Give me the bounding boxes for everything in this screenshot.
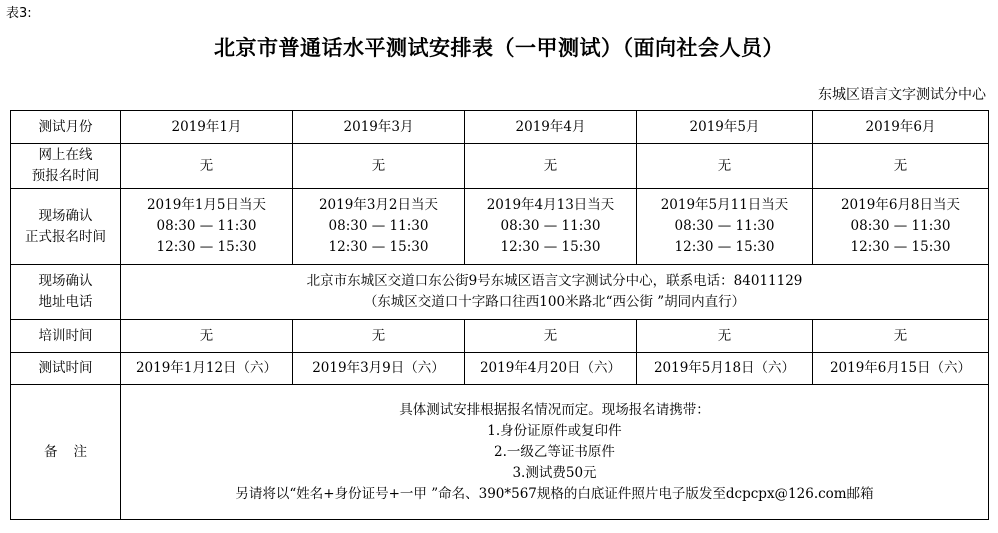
afternoon-time: 12:30 — 15:30 <box>850 239 951 255</box>
address-directions: （东城区交道口十字路口往西100米路北“西公街 ”胡同内直行） <box>363 294 746 310</box>
training-cell: 无 <box>637 320 813 353</box>
training-cell: 无 <box>813 320 989 353</box>
test-date-header: 测试时间 <box>11 353 121 385</box>
afternoon-time: 12:30 — 15:30 <box>328 239 429 255</box>
registration-date: 2019年4月13日当天 <box>486 197 615 213</box>
schedule-table <box>10 110 989 520</box>
onsite-registration-row <box>11 189 989 265</box>
online-registration-cell: 无 <box>465 144 637 189</box>
registration-date: 2019年6月8日当天 <box>840 197 961 213</box>
online-registration-cell: 无 <box>813 144 989 189</box>
training-header: 培训时间 <box>11 320 121 353</box>
afternoon-time: 12:30 — 15:30 <box>156 239 257 255</box>
online-registration-cell: 无 <box>121 144 293 189</box>
header-line: 现场确认 <box>38 207 93 224</box>
morning-time: 08:30 — 11:30 <box>328 218 429 234</box>
online-registration-cell: 无 <box>293 144 465 189</box>
morning-time: 08:30 — 11:30 <box>500 218 601 234</box>
test-date-cell: 2019年1月12日（六） <box>121 353 293 385</box>
remark-line: 具体测试安排根据报名情况而定。现场报名请携带： <box>399 401 710 418</box>
online-registration-cell: 无 <box>637 144 813 189</box>
month-row <box>11 111 989 144</box>
onsite-registration-cell <box>813 189 989 265</box>
registration-date: 2019年5月11日当天 <box>660 197 789 213</box>
remarks-label: 备注 <box>44 443 103 460</box>
table-label: 表3: <box>6 6 32 21</box>
onsite-registration-cell <box>465 189 637 265</box>
month-cell: 2019年6月 <box>813 111 989 144</box>
remark-line: 2.一级乙等证书原件 <box>494 443 615 460</box>
training-cell: 无 <box>465 320 637 353</box>
address-header <box>11 265 121 320</box>
afternoon-time: 12:30 — 15:30 <box>674 239 775 255</box>
month-cell: 2019年5月 <box>637 111 813 144</box>
header-line: 预报名时间 <box>31 168 100 184</box>
registration-date: 2019年1月5日当天 <box>146 197 267 213</box>
remark-line: 1.身份证原件或复印件 <box>487 422 622 439</box>
test-date-row <box>11 353 989 385</box>
morning-time: 08:30 — 11:30 <box>850 218 951 234</box>
onsite-registration-cell <box>121 189 293 265</box>
header-line: 现场确认 <box>38 273 93 289</box>
registration-date: 2019年3月2日当天 <box>318 197 439 213</box>
remarks-cell <box>121 385 989 520</box>
training-cell: 无 <box>293 320 465 353</box>
address-row <box>11 265 989 320</box>
organization-name: 东城区语言文字测试分中心 <box>818 87 986 103</box>
remarks-header <box>11 385 121 520</box>
onsite-registration-cell <box>293 189 465 265</box>
header-line: 网上在线 <box>38 147 93 163</box>
online-registration-row <box>11 144 989 189</box>
training-row <box>11 320 989 353</box>
header-line: 正式报名时间 <box>25 228 106 245</box>
test-date-cell: 2019年3月9日（六） <box>293 353 465 385</box>
morning-time: 08:30 — 11:30 <box>674 218 775 234</box>
afternoon-time: 12:30 — 15:30 <box>500 239 601 255</box>
test-date-cell: 2019年6月15日（六） <box>813 353 989 385</box>
address-line: 北京市东城区交道口东公街9号东城区语言文字测试分中心，联系电话：84011129 <box>306 273 803 289</box>
month-header: 测试月份 <box>11 111 121 144</box>
remark-line: 另请将以“姓名+身份证号+一甲 ”命名、390*567规格的白底证件照片电子版发至dcpcpx@126.com邮箱 <box>235 485 874 502</box>
test-date-cell: 2019年4月20日（六） <box>465 353 637 385</box>
training-cell: 无 <box>121 320 293 353</box>
remark-line: 3.测试费50元 <box>512 464 597 481</box>
remarks-row <box>11 385 989 520</box>
address-cell <box>121 265 989 320</box>
header-line: 地址电话 <box>38 294 93 310</box>
month-cell: 2019年3月 <box>293 111 465 144</box>
morning-time: 08:30 — 11:30 <box>156 218 257 234</box>
month-cell: 2019年1月 <box>121 111 293 144</box>
test-date-cell: 2019年5月18日（六） <box>637 353 813 385</box>
online-registration-header <box>11 144 121 189</box>
page-title: 北京市普通话水平测试安排表（一甲测试）（面向社会人员） <box>214 36 784 60</box>
onsite-registration-cell <box>637 189 813 265</box>
month-cell: 2019年4月 <box>465 111 637 144</box>
onsite-registration-header <box>11 189 121 265</box>
